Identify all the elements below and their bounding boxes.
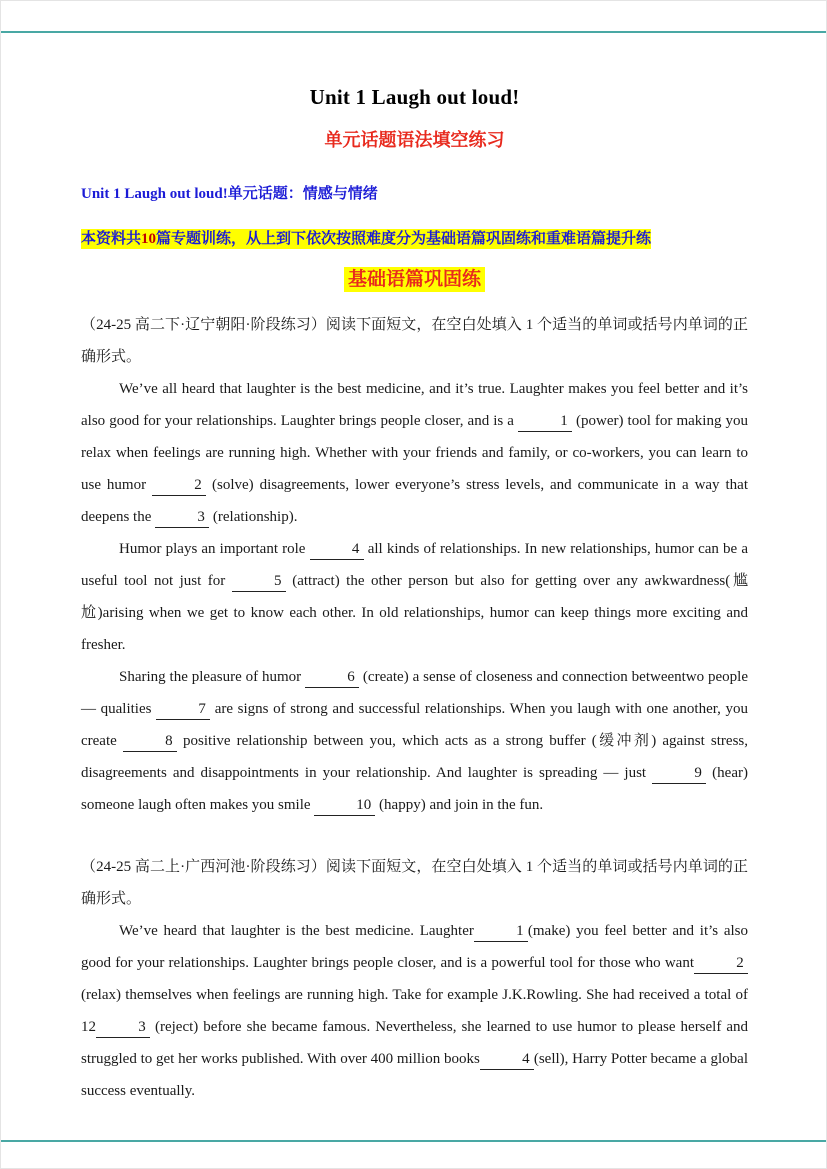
unit-topic-line: Unit 1 Laugh out loud!单元话题：情感与情绪 [81,186,378,202]
exercise-2-instruction: （24-25 高二上·广西河池·阶段练习）阅读下面短文，在空白处填入 1 个适当的单词或括号内单词的正确形式。 [81,859,748,907]
notice-count: 10 [141,231,157,247]
document-content [81,85,748,1111]
exercise-1 [81,309,748,821]
fill-in-blank: 2 [694,953,748,974]
fill-in-blank: 4 [480,1049,534,1070]
page-border-bottom [1,1140,826,1142]
fill-in-blank: 3 [96,1017,150,1038]
fill-in-blank: 4 [310,539,364,560]
fill-in-blank: 10 [314,795,375,816]
exercise-2-passage [81,915,748,1107]
passage-paragraph: Humor plays an important role 4 all kinds of relationships. In new relationships, humor can be a useful tool not just for 5 (attract) the other person but also for getting over any awkwardness(尴尬)arising when we get to know each other. In old relationships, humor can keep things more exciting and fresher. [81,541,748,653]
section-heading-wrap [81,264,748,291]
fill-in-blank: 1 [518,411,572,432]
exercise-1-passage [81,373,748,821]
fill-in-blank: 2 [152,475,206,496]
fill-in-blank: 3 [155,507,209,528]
exercise-1-instruction: （24-25 高二下·辽宁朝阳·阶段练习）阅读下面短文，在空白处填入 1 个适当的单词或括号内单词的正确形式。 [81,317,748,365]
fill-in-blank: 7 [156,699,210,720]
passage-paragraph: We’ve heard that laughter is the best medicine. Laughter 1 (make) you feel better and it’s also good for your relationships. Laughter brings people closer, and is a powerful tool for those who want 2(relax) themselves when feelings are running high. Take for example J.K.Rowling. She had received a total of 12 3 (reject) before she became famous. Nevertheless, she learned to use humor to please herself and struggled to get her works published. With over 400 million books 4 (sell), Harry Potter became a global success eventually. [81,923,749,1099]
notice-text-part2: 篇专题训练，从上到下依次按照难度分为基础语篇巩固练和重难语篇提升练 [156,231,652,247]
page-border-top [1,31,826,33]
document-title: Unit 1 Laugh out loud! [309,85,520,109]
passage-paragraph: We’ve all heard that laughter is the best medicine, and it’s true. Laughter makes you feel better and it’s also good for your relationships. Laughter brings people closer, and is a 1 (power) tool for making you relax when feelings are running high. Whether with your friends and family, or co-workers, you can learn to use humor 2 (solve) disagreements, lower everyone’s stress levels, and communicate in a way that deepens the 3 (relationship). [81,373,748,533]
exercise-2 [81,851,748,1107]
fill-in-blank: 8 [123,731,177,752]
fill-in-blank: 9 [652,763,706,784]
notice-line [81,227,748,248]
document-subtitle: 单元话题语法填空练习 [324,130,505,150]
fill-in-blank: 5 [232,571,286,592]
notice-text-part1: 本资料共 [81,231,142,247]
fill-in-blank: 1 [474,921,528,942]
fill-in-blank: 6 [305,667,359,688]
section-heading: 基础语篇巩固练 [344,267,485,292]
passage-paragraph: Sharing the pleasure of humor 6 (create) a sense of closeness and connection betweentwo people — qualities 7 are signs of strong and successful relationships. When you laugh with one another, you create 8 positive relationship between you, which acts as a strong buffer (缓冲剂) against stress, disagreements and disappointments in your relationship. And laughter is spreading — just 9 (hear) someone laugh often makes you smile 10 (happy) and join in the fun. [81,661,748,821]
